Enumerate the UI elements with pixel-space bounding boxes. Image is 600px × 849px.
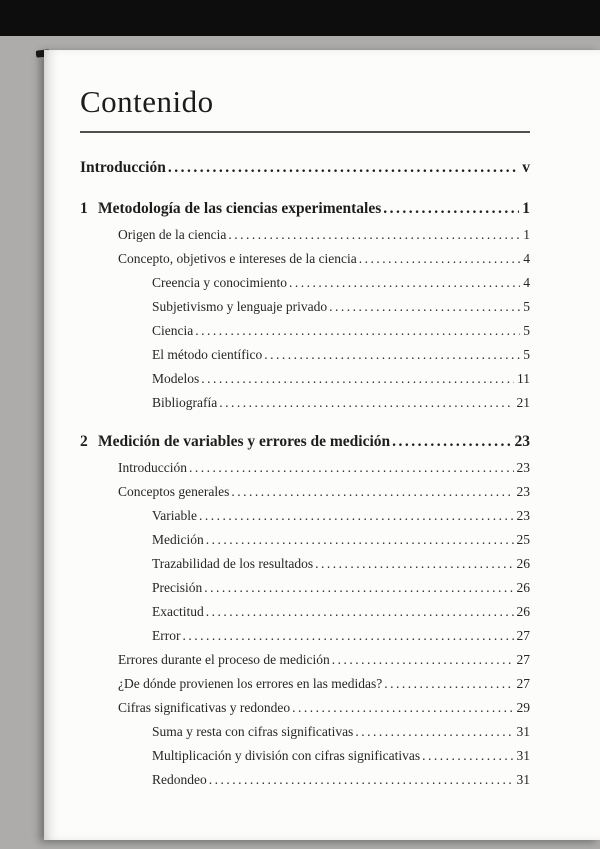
- toc-entry: [80, 652, 530, 676]
- toc-entry-label: El método científico: [152, 347, 263, 362]
- dot-leader: [355, 724, 513, 740]
- toc-entry-label: ¿De dónde provienen los errores en las medidas?: [118, 676, 383, 691]
- toc-entry-label: Bibliografía: [152, 395, 218, 410]
- toc-entry: [80, 371, 530, 395]
- dot-leader: [201, 371, 514, 387]
- toc-entry-label: Variable: [152, 508, 197, 523]
- dot-leader: [392, 433, 511, 451]
- dot-leader: [219, 395, 513, 411]
- toc-entry-label: Subjetivismo y lenguaje privado: [152, 299, 328, 314]
- toc-entry-page: 27: [516, 628, 530, 643]
- toc-entry: [80, 395, 530, 419]
- toc-entry-page: 1: [523, 227, 530, 242]
- chapter-number: 1: [80, 200, 88, 217]
- toc-entry-label: Cifras significativas y redondeo: [118, 700, 291, 715]
- toc-entry-page: 25: [516, 532, 530, 547]
- dot-leader: [359, 251, 520, 267]
- dot-leader: [168, 159, 519, 177]
- toc-entry-page: 4: [523, 275, 530, 290]
- toc-entry-page: 5: [523, 299, 530, 314]
- toc-entry-page: 5: [523, 323, 530, 338]
- toc-entry-label: Ciencia: [152, 323, 194, 338]
- toc-entry-page: 31: [516, 724, 530, 739]
- toc-entry-label: Metodología de las ciencias experimentales: [98, 200, 382, 217]
- toc-entry-label: Multiplicación y división con cifras significativas: [152, 748, 421, 763]
- dot-leader: [231, 484, 513, 500]
- dot-leader: [195, 323, 520, 339]
- dot-leader: [206, 604, 514, 620]
- toc-entry: [80, 724, 530, 748]
- dot-leader: [228, 227, 520, 243]
- toc-entry: [80, 508, 530, 532]
- toc-entry-page: 31: [516, 772, 530, 787]
- toc-entry-page: 23: [516, 508, 530, 523]
- toc-entry-page: 31: [516, 748, 530, 763]
- toc-entry: [80, 604, 530, 628]
- toc-entry-label: Origen de la ciencia: [118, 227, 227, 242]
- dot-leader: [332, 652, 514, 668]
- toc-entry-page: 26: [516, 580, 530, 595]
- page-title: Contenido: [80, 84, 214, 119]
- dot-leader: [209, 772, 514, 788]
- toc-entry: [80, 275, 530, 299]
- toc-entry: [80, 700, 530, 724]
- toc-entry: [80, 159, 530, 186]
- dot-leader: [383, 200, 519, 218]
- toc-entry: [80, 323, 530, 347]
- toc-entry-page: 23: [516, 460, 530, 475]
- dot-leader: [289, 275, 520, 291]
- toc-entry-page: 26: [516, 604, 530, 619]
- toc-entry-page: 29: [516, 700, 530, 715]
- toc-entry: [80, 676, 530, 700]
- toc-entry: [80, 460, 530, 484]
- book-page: [44, 50, 600, 840]
- dot-leader: [264, 347, 520, 363]
- toc-entry: [80, 347, 530, 371]
- toc-entry-label: Medición: [152, 532, 204, 547]
- toc-entry-label: Exactitud: [152, 604, 204, 619]
- dot-leader: [199, 508, 514, 524]
- toc-entry-label: Modelos: [152, 371, 200, 386]
- dot-leader: [329, 299, 520, 315]
- toc-entry-label: Errores durante el proceso de medición: [118, 652, 330, 667]
- scan-top-band: [0, 0, 600, 36]
- toc-entry-page: 21: [516, 395, 530, 410]
- toc-entry-label: Redondeo: [152, 772, 207, 787]
- toc-entry-page: 11: [517, 371, 530, 386]
- dot-leader: [182, 628, 513, 644]
- toc-entry-page: 1: [522, 200, 530, 217]
- title-rule: [80, 131, 530, 133]
- toc-entry-page: 26: [516, 556, 530, 571]
- toc-entry-page: v: [522, 159, 530, 176]
- toc-entry-label: Concepto, objetivos e intereses de la ciencia: [118, 251, 357, 266]
- toc-entry-page: 23: [514, 433, 530, 450]
- toc-entry-label: Precisión: [152, 580, 203, 595]
- toc-entry-page: 5: [523, 347, 530, 362]
- dot-leader: [422, 748, 513, 764]
- toc-entry-label: Creencia y conocimiento: [152, 275, 287, 290]
- toc-entry: [80, 532, 530, 556]
- toc-entry: [80, 433, 530, 460]
- toc-entry: [80, 580, 530, 604]
- toc-entry-page: 27: [516, 652, 530, 667]
- dot-leader: [384, 676, 513, 692]
- toc-entry-label: Suma y resta con cifras significativas: [152, 724, 354, 739]
- toc-entry: [80, 556, 530, 580]
- toc-entry-label: Introducción: [80, 159, 166, 176]
- toc-entry-label: Error: [152, 628, 181, 643]
- toc-entry: [80, 772, 530, 796]
- dot-leader: [189, 460, 514, 476]
- toc-entry: [80, 200, 530, 227]
- dot-leader: [292, 700, 513, 716]
- toc-entry: [80, 251, 530, 275]
- dot-leader: [204, 580, 513, 596]
- toc-entry-page: 27: [516, 676, 530, 691]
- dot-leader: [206, 532, 514, 548]
- toc-entry: [80, 299, 530, 323]
- toc-entry-label: Introducción: [118, 460, 187, 475]
- toc-entry-label: Conceptos generales: [118, 484, 230, 499]
- toc-entry-page: 23: [516, 484, 530, 499]
- chapter-number: 2: [80, 433, 88, 450]
- toc-entry-page: 4: [523, 251, 530, 266]
- dot-leader: [315, 556, 513, 572]
- toc-entry: [80, 748, 530, 772]
- toc-entry: [80, 628, 530, 652]
- toc-entry-label: Medición de variables y errores de medición: [98, 433, 391, 450]
- toc-list: [80, 159, 530, 796]
- toc-entry: [80, 227, 530, 251]
- toc-entry: [80, 484, 530, 508]
- toc-entry-label: Trazabilidad de los resultados: [152, 556, 314, 571]
